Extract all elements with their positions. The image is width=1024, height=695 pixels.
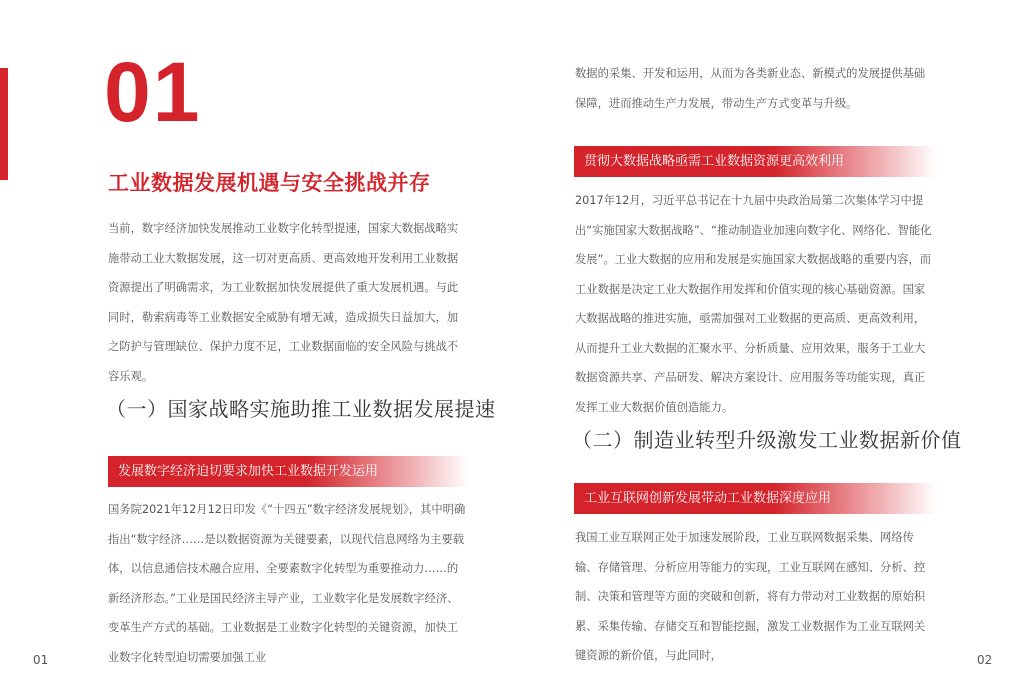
subsection-2-heading: 贯彻大数据战略亟需工业数据资源更高效利用	[574, 146, 936, 177]
page-number-right: 02	[977, 653, 993, 667]
section-2-heading: （二）制造业转型升级激发工业数据新价值	[572, 428, 962, 452]
subsection-3-heading: 工业互联网创新发展带动工业数据深度应用	[574, 483, 936, 514]
subsection-3-paragraph: 我国工业互联网正处于加速发展阶段，工业互联网数据采集、网络传输、存储管理、分析应用等能力的实现，工业互联网在感知、分析、控制、决策和管理等方面的突破和创新，将有力带动对工业数据的原始积累、采集传输、存储交互和智能挖掘，激发工业数据作为工业互联网关键资源的新价值，与此同时，	[575, 531, 926, 662]
subsection-1-heading: 发展数字经济迫切要求加快工业数据开发运用	[108, 456, 468, 487]
chapter-number: 01	[104, 45, 202, 139]
continued-paragraph: 数据的采集、开发和运用，从而为各类新业态、新模式的发展提供基础保障，进而推动生产力发展，带动生产方式变革与升级。	[575, 67, 926, 110]
subsection-2-paragraph: 2017年12月，习近平总书记在十九届中央政治局第二次集体学习中提出“实施国家大数据战略”、“推动制造业加速向数字化、网络化、智能化发展”。工业大数据的应用和发展是实施国家大数据战略的重要内容，而工业数据是决定工业大数据作用发挥和价值实现的核心基础资源。国家大数据战略的推进实施，亟需加强对工业数据的更高质、更高效利用，从而提升工业大数据的汇聚水平、分析质量、应用效果，服务于工业大数据资源共享、产品研发、解决方案设计、应用服务等功能实现，真正发挥工业大数据价值创造能力。	[575, 194, 932, 414]
subsection-1-paragraph: 国务院2021年12月12日印发《“十四五”数字经济发展规划》，其中明确指出“数字经济……是以数据资源为关键要素，以现代信息网络为主要载体，以信息通信技术融合应用、全要素数字化转型为重要推动力……的新经济形态。”工业是国民经济主导产业，工业数字化是发展数字经济、变革生产方式的基础。工业数据是工业数字化转型的关键资源，加快工业数字化转型迫切需要加强工业	[108, 503, 466, 664]
intro-paragraph: 当前，数字经济加快发展推动工业数字化转型提速，国家大数据战略实施带动工业大数据发展，这一切对更高质、更高效地开发利用工业数据资源提出了明确需求，为工业数据加快发展提供了重大发展机遇。与此同时，勒索病毒等工业数据安全威胁有增无减，造成损失日益加大，加之防护与管理缺位、保护力度不足，工业数据面临的安全风险与挑战不容乐观。	[108, 222, 459, 383]
page-number-left: 01	[33, 653, 49, 667]
section-1-heading: （一）国家战略实施助推工业数据发展提速	[106, 397, 496, 421]
right-page	[512, 0, 1024, 695]
chapter-title: 工业数据发展机遇与安全挑战并存	[108, 171, 431, 195]
